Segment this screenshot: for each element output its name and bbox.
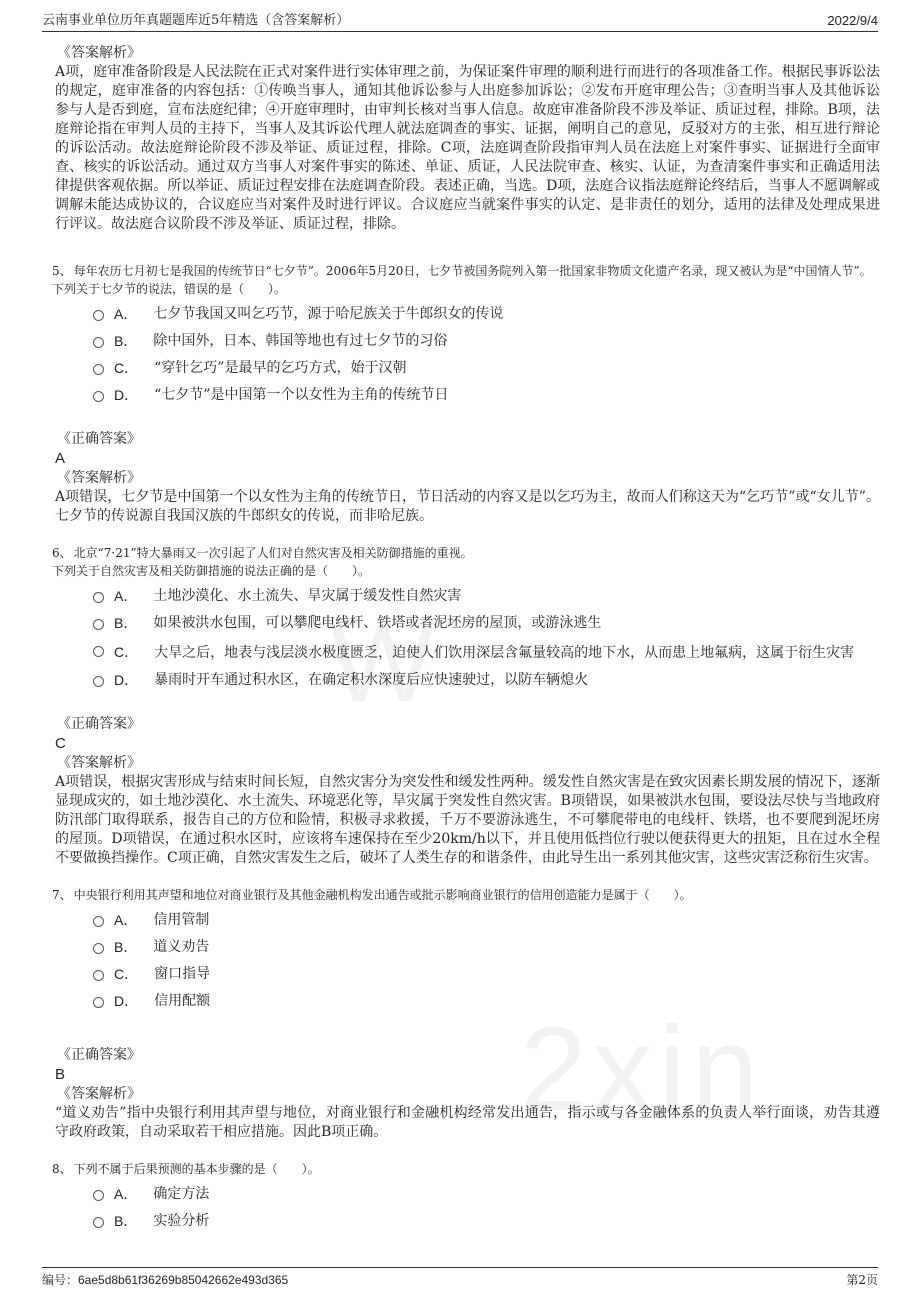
option-letter: A． (114, 1186, 138, 1202)
options-list (93, 586, 880, 690)
option-a[interactable] (93, 1184, 880, 1204)
radio-icon[interactable] (93, 997, 104, 1008)
option-c[interactable] (93, 358, 880, 378)
correct-answer: A (55, 450, 66, 467)
radio-icon[interactable] (93, 970, 104, 981)
option-a[interactable] (93, 586, 880, 606)
option-text: 土地沙漠化、水土流失、旱灾属于缓发性自然灾害 (153, 588, 462, 604)
watermark: W (330, 602, 442, 725)
option-text: 除中国外，日本、韩国等地也有过七夕节的习俗 (153, 333, 448, 349)
option-text: 七夕节我国又叫乞巧节，源于哈尼族关于牛郎织女的传说 (153, 306, 504, 322)
radio-icon[interactable] (93, 646, 104, 657)
question-stem: 中央银行利用其声望和地位对商业银行及其他金融机构发出通告或批示影响商业银行的信用创造能力是属于（ ）。 (73, 888, 692, 902)
option-b[interactable] (93, 937, 880, 957)
option-text: 大旱之后，地表与浅层淡水极度匮乏，迫使人们饮用深层含氟量较高的地下水，从而患上地氟病，这属于衍生灾害 (154, 645, 855, 661)
radio-icon[interactable] (93, 619, 104, 630)
radio-icon[interactable] (93, 391, 104, 402)
radio-icon[interactable] (93, 676, 104, 687)
option-c[interactable] (93, 640, 880, 663)
option-text: 信用管制 (153, 912, 210, 928)
option-letter: C． (114, 360, 139, 376)
option-text: 实验分析 (153, 1213, 210, 1229)
radio-icon[interactable] (93, 1217, 104, 1228)
options-list (93, 1184, 880, 1231)
option-b[interactable] (93, 331, 880, 351)
page-number: 第2页 (846, 1273, 878, 1287)
question-number: 6、 (52, 546, 72, 560)
question-stem: 每年农历七月初七是我国的传统节日“七夕节”。2006年5月20日，七夕节被国务院列入第一批国家非物质文化遗产名录，现又被认为是“中国情人节”。 (73, 264, 872, 278)
radio-icon[interactable] (93, 592, 104, 603)
page-header (42, 10, 878, 32)
correct-answer: B (55, 1066, 66, 1083)
option-text: 道义劝告 (153, 939, 210, 955)
analysis-label: 《答案解析》 (57, 470, 141, 486)
option-text: 窗口指导 (154, 966, 211, 982)
option-c[interactable] (93, 964, 880, 984)
question-prompt: 下列关于七夕节的说法，错误的是（ ）。 (52, 282, 287, 296)
option-text: “穿针乞巧”是最早的乞巧方式，始于汉朝 (154, 360, 407, 376)
radio-icon[interactable] (93, 916, 104, 927)
radio-icon[interactable] (93, 337, 104, 348)
watermark: 2xin (520, 1002, 765, 1136)
option-b[interactable] (93, 613, 880, 633)
question-6 (52, 544, 880, 562)
analysis-text: “道义劝告”指中央银行利用其声望与地位，对商业银行和金融机构经常发出通告，指示或与各金融体系的负责人举行面谈，劝告其遵守政府政策，自动采取若干相应措施。因此B项正确。 (55, 1105, 880, 1140)
option-text: 确定方法 (153, 1186, 210, 1202)
question-prompt: 下列关于自然灾害及相关防御措施的说法正确的是（ ）。 (52, 564, 371, 578)
option-text: 暴雨时开车通过积水区，在确定积水深度后应快速驶过，以防车辆熄火 (154, 672, 589, 688)
question-number: 5、 (52, 264, 72, 278)
correct-answer: C (55, 735, 66, 752)
question-stem: 北京“7·21”特大暴雨又一次引起了人们对自然灾害及相关防御措施的重视。 (73, 546, 473, 560)
document-date: 2022/9/4 (827, 13, 878, 28)
option-a[interactable] (93, 910, 880, 930)
option-letter: B． (114, 939, 138, 955)
radio-icon[interactable] (93, 1190, 104, 1201)
radio-icon[interactable] (93, 310, 104, 321)
option-text: “七夕节”是中国第一个以女性为主角的传统节日 (154, 387, 449, 403)
analysis-label: 《答案解析》 (57, 1086, 141, 1102)
analysis-text: A项错误，七夕节是中国第一个以女性为主角的传统节日，节日活动的内容又是以乞巧为主，故而人们称这天为“乞巧节”或“女儿节”。七夕节的传说源自我国汉族的牛郎织女的传说，而非哈尼族。 (55, 489, 880, 524)
radio-icon[interactable] (93, 364, 104, 375)
correct-answer-label: 《正确答案》 (57, 431, 141, 447)
analysis-text: A项，庭审准备阶段是人民法院在正式对案件进行实体审理之前，为保证案件审理的顺利进行而进行的各项准备工作。根据民事诉讼法的规定，庭审准备的内容包括：①传唤当事人，通知其他诉讼参与人出庭参加诉讼；②发布开庭审理公告；③查明当事人及其他诉讼参与人是否到庭，宣布法庭纪律；④开庭审理时，由审判长核对当事人信息。故庭审准备阶段不涉及举证、质证过程，排除。B项，法庭辩论指在审判人员的主持下，当事人及其诉讼代理人就法庭调查的事实、证据，阐明自己的意见，反驳对方的主张，相互进行辩论的诉讼活动。故法庭辩论阶段不涉及举证、质证过程，排除。C项，法庭调查阶段指审判人员在法庭上对案件事实、证据进行全面审查、核实的诉讼活动。通过双方当事人对案件事实的陈述、单证、质证，人民法院审查、核实、认证，为查清案件事实和正确适用法律提供客观依据。所以举证、质证过程安排在法庭调查阶段。表述正确，当选。D项，法庭合议指法庭辩论终结后，当事人不愿调解或调解未能达成协议的，合议庭应当对案件及时进行评议。合议庭应当就案件事实的认定、是非责任的划分，适用的法律及处理成果进行评议。故法庭合议阶段不涉及举证、质证过程，排除。 (55, 64, 880, 232)
option-letter: C． (114, 966, 139, 982)
option-d[interactable] (93, 991, 880, 1011)
analysis-label: 《答案解析》 (57, 755, 141, 771)
page-footer (42, 1267, 878, 1291)
question-number: 7、 (52, 888, 72, 902)
document-title: 云南事业单位历年真题题库近5年精选（含答案解析） (42, 13, 350, 28)
option-b[interactable] (93, 1211, 880, 1231)
option-letter: A． (114, 588, 138, 604)
correct-answer-label: 《正确答案》 (57, 716, 141, 732)
question-7 (52, 886, 880, 904)
option-letter: D． (114, 672, 139, 688)
correct-answer-label: 《正确答案》 (57, 1047, 141, 1063)
options-list (93, 910, 880, 1011)
option-letter: B． (114, 333, 138, 349)
option-letter: C． (114, 644, 139, 660)
option-letter: A． (114, 912, 138, 928)
analysis-text: A项错误，根据灾害形成与结束时间长短，自然灾害分为突发性和缓发性两种。缓发性自然灾害是在致灾因素长期发展的情况下，逐渐显现成灾的，如土地沙漠化、水土流失、环境恶化等，旱灾属于突发性自然灾害。B项错误，如果被洪水包围，要设法尽快与当地政府防汛部门取得联系，报告自己的方位和险情，积极寻求救援，千万不要游泳逃生，不可攀爬带电的电线杆、铁塔，也不要爬到泥坯房的屋顶。D项错误，在通过积水区时，应该将车速保持在至少20km/h以下，并且使用低挡位行驶以便获得更大的扭矩，且在过水全程不要做换挡操作。C项正确，自然灾害发生之后，破坏了人类生存的和谐条件，由此导生出一系列其他灾害，这些灾害泛称衍生灾害。 (55, 774, 880, 866)
option-text: 如果被洪水包围，可以攀爬电线杆、铁塔或者泥坯房的屋顶，或游泳逃生 (153, 615, 602, 631)
option-d[interactable] (93, 385, 880, 405)
option-letter: B． (114, 1213, 138, 1229)
question-stem: 下列不属于后果预测的基本步骤的是（ ）。 (73, 1162, 320, 1176)
option-letter: D． (114, 387, 139, 403)
option-letter: B． (114, 615, 138, 631)
question-5 (52, 262, 880, 280)
question-number: 8、 (52, 1162, 72, 1176)
page-content (52, 44, 880, 1238)
option-d[interactable] (93, 670, 880, 690)
question-8 (52, 1160, 880, 1178)
options-list (93, 304, 880, 405)
radio-icon[interactable] (93, 943, 104, 954)
option-letter: A． (114, 306, 138, 322)
document-code: 编号：6ae5d8b61f36269b85042662e493d365 (42, 1273, 289, 1287)
option-a[interactable] (93, 304, 880, 324)
analysis-label: 《答案解析》 (57, 45, 141, 61)
option-text: 信用配额 (154, 993, 211, 1009)
option-letter: D． (114, 993, 139, 1009)
